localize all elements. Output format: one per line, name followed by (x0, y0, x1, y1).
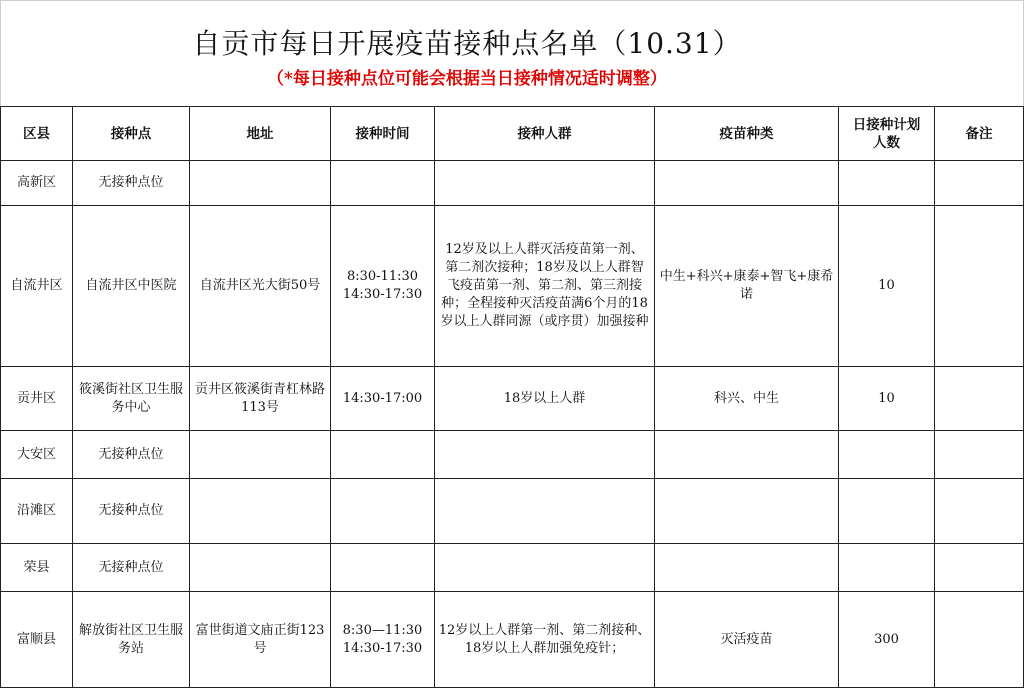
cell-address (190, 431, 331, 479)
cell-time-1: 8:30—11:30 (342, 622, 423, 638)
cell-time (331, 206, 435, 367)
cell-district: 自流井区 (1, 206, 73, 367)
cell-time-2: 14:30-17:30 (342, 287, 423, 302)
vaccination-table (0, 106, 1024, 688)
table-row (1, 431, 1024, 479)
cell-crowd (435, 544, 655, 592)
cell-plan: 10 (839, 367, 935, 431)
cell-address (190, 544, 331, 592)
header-crowd: 接种人群 (435, 107, 655, 161)
cell-note (935, 206, 1024, 367)
cell-vaccine: 灭活疫苗 (655, 592, 839, 688)
cell-address: 自流井区光大街50号 (190, 206, 331, 367)
cell-note (935, 479, 1024, 544)
table-row (1, 544, 1024, 592)
cell-address (190, 479, 331, 544)
cell-crowd: 18岁以上人群 (435, 367, 655, 431)
cell-time (331, 367, 435, 431)
sheet-subtitle: （*每日接种点位可能会根据当日接种情况适时调整） (267, 69, 667, 89)
table-row (1, 479, 1024, 544)
cell-note (935, 431, 1024, 479)
header-address: 地址 (190, 107, 331, 161)
cell-time (331, 161, 435, 206)
cell-vaccine (655, 161, 839, 206)
cell-address: 富世街道文庙正街123号 (190, 592, 331, 688)
cell-vaccine (655, 431, 839, 479)
table-row (1, 206, 1024, 367)
cell-vaccine: 科兴、中生 (655, 367, 839, 431)
header-vaccine: 疫苗种类 (655, 107, 839, 161)
cell-plan: 10 (839, 206, 935, 367)
cell-crowd (435, 479, 655, 544)
header-note: 备注 (935, 107, 1024, 161)
cell-time-1: 14:30-17:00 (342, 390, 423, 406)
cell-site: 自流井区中医院 (73, 206, 190, 367)
table-row (1, 592, 1024, 688)
cell-site: 筱溪街社区卫生服务中心 (73, 367, 190, 431)
cell-vaccine: 中生+科兴+康泰+智飞+康希诺 (655, 206, 839, 367)
cell-note (935, 367, 1024, 431)
cell-time-1: 8:30-11:30 (346, 269, 419, 284)
cell-district: 贡井区 (1, 367, 73, 431)
header-row (1, 107, 1024, 161)
cell-vaccine (655, 479, 839, 544)
cell-plan (839, 161, 935, 206)
cell-district: 高新区 (1, 161, 73, 206)
cell-site: 无接种点位 (73, 431, 190, 479)
cell-crowd (435, 431, 655, 479)
cell-crowd: 12岁及以上人群灭活疫苗第一剂、第二剂次接种；18岁及以上人群智飞疫苗第一剂、第二剂、第三剂接种；全程接种灭活疫苗满6个月的18岁以上人群同源（或序贯）加强接种 (435, 206, 655, 367)
cell-site: 解放街社区卫生服务站 (73, 592, 190, 688)
cell-plan (839, 431, 935, 479)
cell-time-2: 14:30-17:30 (342, 640, 423, 656)
cell-plan (839, 479, 935, 544)
cell-time (331, 431, 435, 479)
cell-plan: 300 (839, 592, 935, 688)
table-row (1, 367, 1024, 431)
cell-vaccine (655, 544, 839, 592)
header-plan (839, 107, 935, 161)
cell-site: 无接种点位 (73, 544, 190, 592)
cell-time (331, 544, 435, 592)
header-district: 区县 (1, 107, 73, 161)
cell-time (331, 592, 435, 688)
cell-site: 无接种点位 (73, 161, 190, 206)
cell-site: 无接种点位 (73, 479, 190, 544)
cell-crowd: 12岁以上人群第一剂、第二剂接种、18岁以上人群加强免疫针； (435, 592, 655, 688)
cell-address (190, 161, 331, 206)
header-plan-line2: 人数 (873, 134, 900, 151)
sheet-title: 自贡市每日开展疫苗接种点名单（10.31） (192, 27, 742, 60)
cell-note (935, 592, 1024, 688)
cell-district: 富顺县 (1, 592, 73, 688)
cell-plan (839, 544, 935, 592)
cell-note (935, 544, 1024, 592)
cell-district: 大安区 (1, 431, 73, 479)
cell-note (935, 161, 1024, 206)
table-row (1, 161, 1024, 206)
header-site: 接种点 (73, 107, 190, 161)
cell-district: 荣县 (1, 544, 73, 592)
cell-time (331, 479, 435, 544)
cell-crowd (435, 161, 655, 206)
cell-district: 沿滩区 (1, 479, 73, 544)
cell-address: 贡井区筱溪街青杠林路113号 (190, 367, 331, 431)
header-time: 接种时间 (331, 107, 435, 161)
header-plan-line1: 日接种计划 (852, 116, 921, 133)
